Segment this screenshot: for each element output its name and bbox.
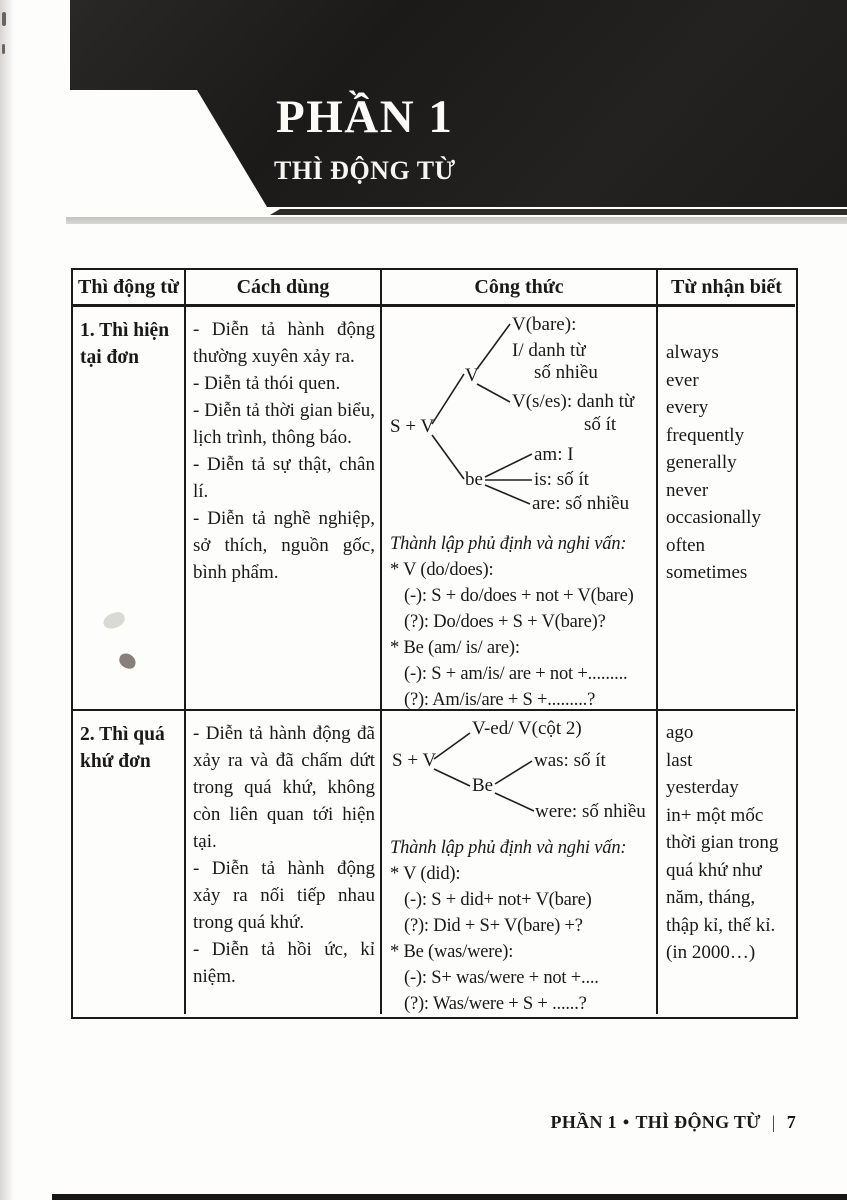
negation-title: Thành lập phủ định và nghi vấn: xyxy=(390,534,627,554)
usage-past-simple xyxy=(186,711,382,1014)
negation-line: * V (did): xyxy=(390,864,461,884)
tree-root: S + V xyxy=(390,416,435,437)
footer-divider: | xyxy=(771,1112,776,1132)
usage-item: - Diễn tả thói quen. xyxy=(193,373,341,394)
negation-line: (-): S + did+ not+ V(bare) xyxy=(404,890,592,910)
signal-word: every xyxy=(666,397,709,418)
negation-line: (?): Am/is/are + S +.........? xyxy=(404,690,596,710)
usage-item: - Diễn tả hồi ức, kỉ niệm. xyxy=(193,939,375,987)
signal-word: ago xyxy=(666,722,694,743)
column-header-tense: Thì động từ xyxy=(73,270,186,307)
column-header-formula: Công thức xyxy=(382,270,658,307)
tree-be-node: Be xyxy=(472,775,494,796)
signal-word: last xyxy=(666,749,693,771)
signal-word: in+ một mốc thời gian trong quá khứ như năm, tháng, thập kỉ, thế kỉ. (in 2000…) xyxy=(666,804,779,963)
tree-was: was: số ít xyxy=(534,750,606,771)
tree-are: are: số nhiều xyxy=(532,493,630,514)
negation-block xyxy=(390,835,654,1014)
tree-root: S + V xyxy=(392,750,437,771)
negation-line: * Be (was/were): xyxy=(390,942,514,962)
banner-gray-stripe xyxy=(66,217,847,224)
usage-item: - Diễn tả hành động xảy ra nối tiếp nhau trong quá khứ. xyxy=(193,858,375,933)
chapter-title: PHẦN 1 xyxy=(276,91,454,143)
negation-block xyxy=(390,531,654,711)
formula-past-simple xyxy=(382,711,658,1014)
signal-words-past-simple xyxy=(658,711,795,1014)
tree-were: were: số nhiều xyxy=(535,801,646,822)
signal-word: always xyxy=(666,342,719,363)
usage-item: - Diễn tả nghề nghiệp, sở thích, nguồn gốc, bình phẩm. xyxy=(193,508,375,583)
tense-name-present-simple: 1. Thì hiện tại đơn xyxy=(73,307,186,711)
tree-v-bare-note: I/ danh từ xyxy=(512,340,586,361)
signal-word: frequently xyxy=(666,424,745,446)
usage-present-simple xyxy=(186,307,382,711)
negation-line: (?): Was/were + S + ......? xyxy=(404,994,587,1014)
chapter-banner xyxy=(70,0,847,207)
signal-word: occasionally xyxy=(666,507,761,528)
signal-word: yesterday xyxy=(666,777,739,798)
usage-item: - Diễn tả hành động thường xuyên xảy ra. xyxy=(193,319,375,367)
negation-line: * Be (am/ is/ are): xyxy=(390,638,520,658)
chapter-subtitle: THÌ ĐỘNG TỪ xyxy=(274,156,456,185)
tree-be-node: be xyxy=(465,469,483,490)
signal-word: sometimes xyxy=(666,562,748,583)
footer-section: PHẦN 1 xyxy=(550,1112,617,1132)
negation-line: * V (do/does): xyxy=(390,560,494,580)
negation-title: Thành lập phủ định và nghi vấn: xyxy=(390,838,627,858)
banner-notch-shape xyxy=(70,0,847,207)
tree-v-bare-note2: số nhiều xyxy=(534,362,598,383)
tree-ved: V-ed/ V(cột 2) xyxy=(472,718,582,739)
tree-am: am: I xyxy=(534,444,574,465)
signal-words-present-simple xyxy=(658,307,795,711)
scan-speck xyxy=(2,12,6,26)
tree-is: is: số ít xyxy=(534,469,589,490)
tree-v-ses: V(s/es): danh từ xyxy=(512,391,635,412)
negation-line: (-): S + do/does + not + V(bare) xyxy=(404,586,634,606)
scan-speck xyxy=(2,44,5,54)
signal-word: ever xyxy=(666,369,699,391)
banner-dark-stripe xyxy=(270,209,847,215)
negation-line: (?): Did + S+ V(bare) +? xyxy=(404,916,583,936)
formula-present-simple xyxy=(382,307,658,711)
scan-edge-shadow xyxy=(0,0,14,1200)
usage-item: - Diễn tả sự thật, chân lí. xyxy=(193,454,375,502)
page-bottom-rule xyxy=(52,1194,847,1200)
usage-item: - Diễn tả hành động đã xảy ra và đã chấm dứt trong quá khứ, không còn liên quan tới hiện tại. xyxy=(193,723,375,852)
tree-v-node: V xyxy=(465,365,479,386)
usage-item: - Diễn tả thời gian biểu, lịch trình, thông báo. xyxy=(193,400,375,448)
signal-word: often xyxy=(666,534,706,556)
footer-bullet: • xyxy=(622,1112,630,1132)
tree-v-ses-note: số ít xyxy=(584,414,617,435)
negation-line: (?): Do/does + S + V(bare)? xyxy=(404,612,606,632)
negation-line: (-): S + am/is/ are + not +......... xyxy=(404,664,628,684)
signal-word: never xyxy=(666,479,709,501)
negation-line: (-): S+ was/were + not +.... xyxy=(404,968,599,988)
footer-chapter: THÌ ĐỘNG TỪ xyxy=(635,1112,761,1132)
page-footer xyxy=(551,1112,796,1133)
column-header-usage: Cách dùng xyxy=(186,270,382,307)
tree-v-bare: V(bare): xyxy=(512,314,577,335)
column-header-signal-words: Từ nhận biết xyxy=(658,270,795,307)
verb-tense-table xyxy=(71,268,798,1019)
signal-word: generally xyxy=(666,452,737,473)
page-number: 7 xyxy=(786,1112,796,1132)
tense-name-past-simple: 2. Thì quá khứ đơn xyxy=(73,711,186,1014)
